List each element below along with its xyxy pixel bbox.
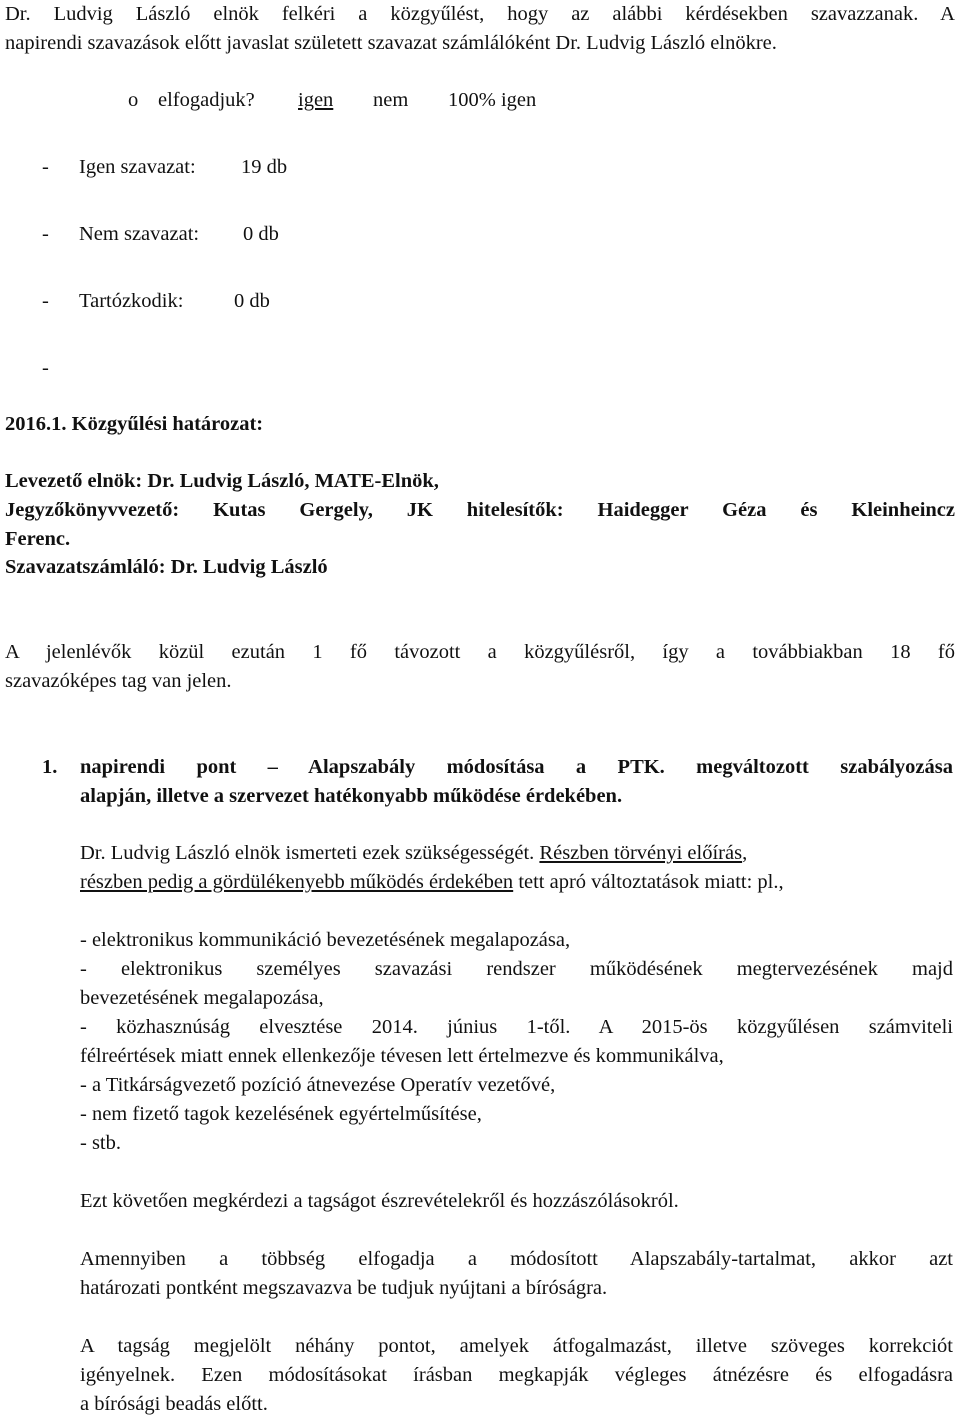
- vote-count-empty: -: [42, 357, 49, 379]
- agenda-paragraph-3-line-1: Amennyiben a többség elfogadja a módosított Alapszabály-tartalmat, akkor azt: [80, 1248, 953, 1270]
- vote-question-row: [128, 88, 536, 114]
- vote-count-no: - Nem szavazat: 0 db: [42, 223, 279, 245]
- intro-line-1: Dr. Ludvig László elnök felkéri a közgyűlést, hogy az alábbi kérdésekben szavazzanak. A: [5, 3, 955, 25]
- resolution-minutes-line-1: Jegyzőkönyvvezető: Kutas Gergely, JK hitelesítők: Haidegger Géza és Kleinheincz: [5, 499, 955, 521]
- agenda-item-3-line-2: félreértések miatt ennek ellenkezője tévesen lett értelmezve és kommunikálva,: [80, 1045, 724, 1067]
- vote-count-yes: - Igen szavazat: 19 db: [42, 156, 288, 178]
- agenda-paragraph-1-line-2: részben pedig a gördülékenyebb működés érdekében tett apró változtatások miatt: pl.,: [80, 871, 784, 893]
- resolution-teller: Szavazatszámláló: Dr. Ludvig László: [5, 556, 328, 578]
- vote-result: 100% igen: [448, 89, 537, 111]
- agenda-number: 1.: [42, 756, 58, 778]
- vote-bullet: o: [128, 89, 139, 111]
- agenda-item-3-line-1: - közhasznúság elvesztése 2014. június 1-től. A 2015-ös közgyűlésen számviteli: [80, 1016, 953, 1038]
- agenda-paragraph-2: Ezt követően megkérdezi a tagságot észrevételekről és hozzászólásokról.: [80, 1190, 679, 1212]
- agenda-paragraph-4-line-1: A tagság megjelölt néhány pontot, amelyek átfogalmazást, illetve szöveges korrekciót: [80, 1335, 953, 1357]
- resolution-title: 2016.1. Közgyűlési határozat:: [5, 413, 264, 435]
- agenda-paragraph-4-line-3: a bírósági beadás előtt.: [80, 1393, 268, 1415]
- agenda-item-6: - stb.: [80, 1132, 121, 1154]
- vote-count-abstain: - Tartózkodik: 0 db: [42, 290, 270, 312]
- agenda-paragraph-3-line-2: határozati pontként megszavazva be tudjuk nyújtani a bíróságra.: [80, 1277, 608, 1299]
- agenda-paragraph-1-line-1: Dr. Ludvig László elnök ismerteti ezek szükségességét. Részben törvényi előírás,: [80, 842, 748, 864]
- agenda-title-line-2: alapján, illetve a szervezet hatékonyabb működése érdekében.: [80, 785, 623, 807]
- agenda-item-2-line-2: bevezetésének megalapozása,: [80, 987, 324, 1009]
- resolution-minutes-line-2: Ferenc.: [5, 528, 71, 550]
- attendance-line-1: A jelenlévők közül ezután 1 fő távozott a közgyűlésről, így a továbbiakban 18 fő: [5, 641, 955, 663]
- vote-option-yes: igen: [298, 89, 334, 111]
- attendance-line-2: szavazóképes tag van jelen.: [5, 670, 232, 692]
- resolution-chair: Levezető elnök: Dr. Ludvig László, MATE-Elnök,: [5, 470, 439, 492]
- agenda-item-5: - nem fizető tagok kezelésének egyértelműsítése,: [80, 1103, 482, 1125]
- agenda-item-1: - elektronikus kommunikáció bevezetésének megalapozása,: [80, 929, 571, 951]
- intro-line-2: napirendi szavazások előtt javaslat született szavazat számlálóként Dr. Ludvig László elnökre.: [5, 32, 777, 54]
- agenda-item-2-line-1: - elektronikus személyes szavazási rendszer működésének megtervezésének majd: [80, 958, 953, 980]
- agenda-item-4: - a Titkárságvezető pozíció átnevezése Operatív vezetővé,: [80, 1074, 556, 1096]
- agenda-title-line-1: napirendi pont – Alapszabály módosítása a PTK. megváltozott szabályozása: [80, 756, 953, 778]
- vote-option-no: nem: [373, 89, 409, 111]
- agenda-paragraph-4-line-2: igényelnek. Ezen módosításokat írásban megkapják végleges átnézésre és elfogadásra: [80, 1364, 953, 1386]
- vote-question: elfogadjuk?: [158, 89, 255, 111]
